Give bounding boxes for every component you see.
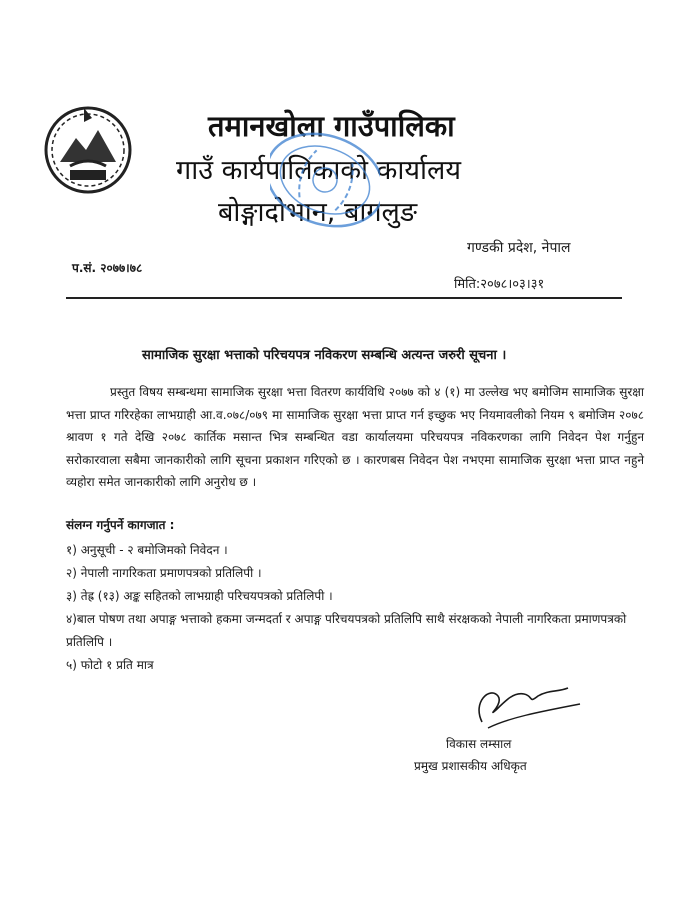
header-divider: [66, 297, 622, 299]
attachment-item: ४)बाल पोषण तथा अपाङ्ग भत्ताको हकमा जन्मदर्ता र अपाङ्ग परिचयपत्रको प्रतिलिपि साथै संरक्षकको नेपाली नागरिकता प्रमाणपत्रको प्रतिलिपि ।: [66, 612, 627, 649]
attachments-list: [66, 539, 656, 677]
municipality-name: तमानखोला गाउँपालिका: [208, 109, 455, 143]
letter-date: मिति:२०७८।०३।३१: [454, 277, 545, 292]
handwritten-signature-icon: [468, 682, 588, 734]
notice-subject: सामाजिक सुरक्षा भत्ताको परिचयपत्र नविकरण सम्बन्धि अत्यन्त जरुरी सूचना ।: [142, 348, 507, 363]
attachment-item: ३) तेह्र (१३) अङ्क सहितको लाभग्राही परिचयपत्रको प्रतिलिपी ।: [66, 589, 333, 603]
signer-name: विकास लम्साल: [446, 737, 512, 751]
office-name: गाउँ कार्यपालिकाको कार्यालय: [176, 155, 461, 186]
province-text: गण्डकी प्रदेश, नेपाल: [467, 240, 571, 256]
office-seal-stamp-icon: [270, 110, 380, 250]
notice-body: [66, 381, 644, 494]
notice-body-text: प्रस्तुत विषय सम्बन्धमा सामाजिक सुरक्षा भत्ता वितरण कार्यविधि २०७७ को ४ (१) मा उल्लेख भए बमोजिम सामाजिक सुरक्षा भत्ता प्राप्त गरिरहेका लाभग्राही आ.व.०७८/०७९ मा सामाजिक सुरक्षा भत्ता प्राप्त गर्न इच्छुक भए नियमावलीको नियम ९ बमोजिम २०७८ श्रावण १ गते देखि २०७८ कार्तिक मसान्त भित्र सम्बन्धित वडा कार्यालयमा परिचयपत्र नविकरणका लागि निवेदन पेश गर्नुहुन सरोकारवाला सबैमा जानकारीको लागि सूचना प्रकाशन गरिएको छ । कारणबस निवेदन पेश नभएमा सामाजिक सुरक्षा भत्ता प्राप्त नहुने व्यहोरा समेत जानकारीको लागि अनुरोध छ ।: [66, 385, 644, 489]
attachment-item: १) अनुसूची - २ बमोजिमको निवेदन ।: [66, 543, 228, 557]
attachment-item: २) नेपाली नागरिकता प्रमाणपत्रको प्रतिलिपी ।: [66, 566, 262, 580]
nepal-emblem-icon: [40, 100, 136, 196]
reference-number: प.सं. २०७७।७८: [72, 261, 143, 275]
signer-title: प्रमुख प्रशासकीय अधिकृत: [414, 759, 527, 773]
attachment-item: ५) फोटो १ प्रति मात्र: [66, 658, 154, 672]
attachments-heading: संलग्न गर्नुपर्ने कागजात :: [66, 518, 175, 532]
office-location: बोङ्गादोभान, बागलुङ: [218, 197, 418, 228]
